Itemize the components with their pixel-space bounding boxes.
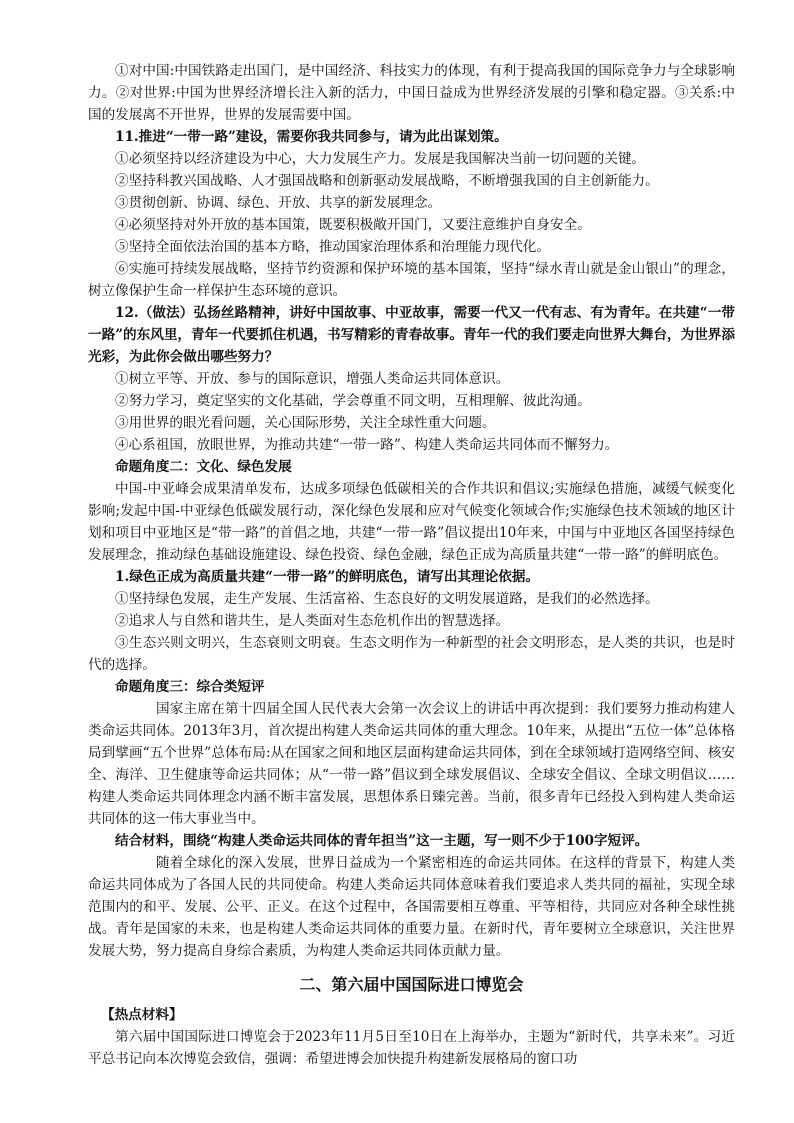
material-paragraph: 国家主席在第十四届全国人民代表大会第一次会议上的讲话中再次提到：我们要努力推动构建人类命运共同体。2013年3月，首次提出构建人类命运共同体的重大理念。10年来，从提出“五位一体”总体格局到擘画“五个世界”总体布局:从在国家之间和地区层面构建命运共同体，到在全球领域打造网络空间、核安全、海洋、卫生健康等命运共同体；从“一带一路”倡议到全球发展倡议、全球安全倡议、全球文明倡议……构建人类命运共同体理念内涵不断丰富发展，思想体系日臻完善。当前，很多青年已经投入到构建人类命运共同体的这一伟大事业当中。 <box>88 701 735 827</box>
answer-paragraph: 随着全球化的深入发展，世界日益成为一个紧密相连的命运共同体。在这样的背景下，构建人类命运共同体成为了各国人民的共同使命。构建人类命运共同体意味着我们要追求人类共同的福祉，实现全球范围内的和平、发展、公平、正义。在这个过程中，各国需要相互尊重、平等相待，共同应对各种全球性挑战。青年是国家的未来，也是构建人类命运共同体的重要力量。在新时代，青年要树立全球意识，关注世界发展大势，努力提高自身综合素质，为构建人类命运共同体贡献力量。 <box>88 855 735 959</box>
answer-point: ②坚持科教兴国战略、人才强国战略和创新驱动发展战略，不断增强我国的自主创新能力。 <box>115 173 659 189</box>
answer-point: ③生态兴则文明兴，生态衰则文明衰。生态文明作为一种新型的社会文明形态，是人类的共识，也是时代的选择。 <box>88 635 735 673</box>
answer-point: ①树立平等、开放、参与的国际意识，增强人类命运共同体意识。 <box>115 371 510 387</box>
answer-point: ①必须坚持以经济建设为中心，大力发展生产力。发展是我国解决当前一切问题的关键。 <box>115 151 646 167</box>
question-heading: 命题角度三：综合类短评 <box>115 679 265 695</box>
question-heading: 1.绿色正成为高质量共建“一带一路”的鲜明底色，请写出其理论依据。 <box>115 569 540 585</box>
answer-point: ⑥实施可持续发展战略，坚持节约资源和保护环境的基本国策，坚持“绿水青山就是金山银山”的理念，树立像保护生命一样保护生态环境的意识。 <box>88 261 735 299</box>
answer-point: ④必须坚持对外开放的基本国策，既要积极敞开国门，又要注意维护自身安全。 <box>115 217 591 233</box>
question-section <box>88 60 735 698</box>
answer-point: ③贯彻创新、协调、绿色、开放、共享的新发展理念。 <box>115 195 442 211</box>
question-heading: 命题角度二：文化、绿色发展 <box>115 459 292 475</box>
answer-point: ②努力学习，奠定坚实的文化基础，学会尊重不同文明，互相理解、彼此沟通。 <box>115 393 591 409</box>
answer-point: ①坚持绿色发展，走生产发展、生活富裕、生态良好的文明发展道路，是我们的必然选择。 <box>115 591 659 607</box>
answer-point: ②追求人与自然和谐共生，是人类面对生态危机作出的智慧选择。 <box>115 613 510 629</box>
question-heading: 12.（做法）弘扬丝路精神，讲好中国故事、中亚故事，需要一代又一代有志、有为青年。在共建“一带一路”的东风里，青年一代要抓住机遇，书写精彩的青春故事。青年一代的我们要走向世界大舞台，为世界添光彩，为此你会做出哪些努力？ <box>88 305 735 365</box>
hot-material-tag: 【热点材料】 <box>101 1007 183 1023</box>
answer-point: ①对中国:中国铁路走出国门，是中国经济、科技实力的体现，有利于提高我国的国际竞争力与全球影响力。②对世界:中国为世界经济增长注入新的活力，中国日益成为世界经济发展的引擎和稳定器。③关系:中国的发展离不开世界，世界的发展需要中国。 <box>88 63 735 123</box>
question-heading: 11.推进“一带一路”建设，需要你我共同参与，请为此出谋划策。 <box>115 129 508 145</box>
question-prompt: 结合材料，围绕“构建人类命运共同体的青年担当”这一主题，写一则不少于100字短评。 <box>115 833 649 849</box>
section-heading: 二、第六届中国国际进口博览会 <box>299 975 524 994</box>
answer-point: ③用世界的眼光看问题，关心国际形势，关注全球性重大问题。 <box>115 415 496 431</box>
answer-point: ⑤坚持全面依法治国的基本方略，推动国家治理体系和治理能力现代化。 <box>115 239 550 255</box>
expo-paragraph: 第六届中国国际进口博览会于2023年11月5日至10日在上海举办，主题为“新时代，共享未来”。习近平总书记向本次博览会致信，强调：希望进博会加快提升构建新发展格局的窗口功 <box>88 1029 735 1067</box>
answer-point: 中国-中亚峰会成果清单发布，达成多项绿色低碳相关的合作共识和倡议;实施绿色措施，减缓气候变化影响;发起中国-中亚绿色低碳发展行动，深化绿色发展和应对气候变化领域合作;实施绿色技术领域的地区计划和项目中亚地区是“带一路”的首倡之地，共建“一带一路”倡议提出10年来，中国与中亚地区各国坚持绿色发展理念，推动绿色基础设施建设、绿色投资、绿色金融，绿色正成为高质量共建“一带一路”的鲜明底色。 <box>88 481 735 563</box>
answer-point: ④心系祖国，放眼世界，为推动共建“一带一路”、构建人类命运共同体而不懈努力。 <box>115 437 619 453</box>
document-page <box>88 60 735 1070</box>
